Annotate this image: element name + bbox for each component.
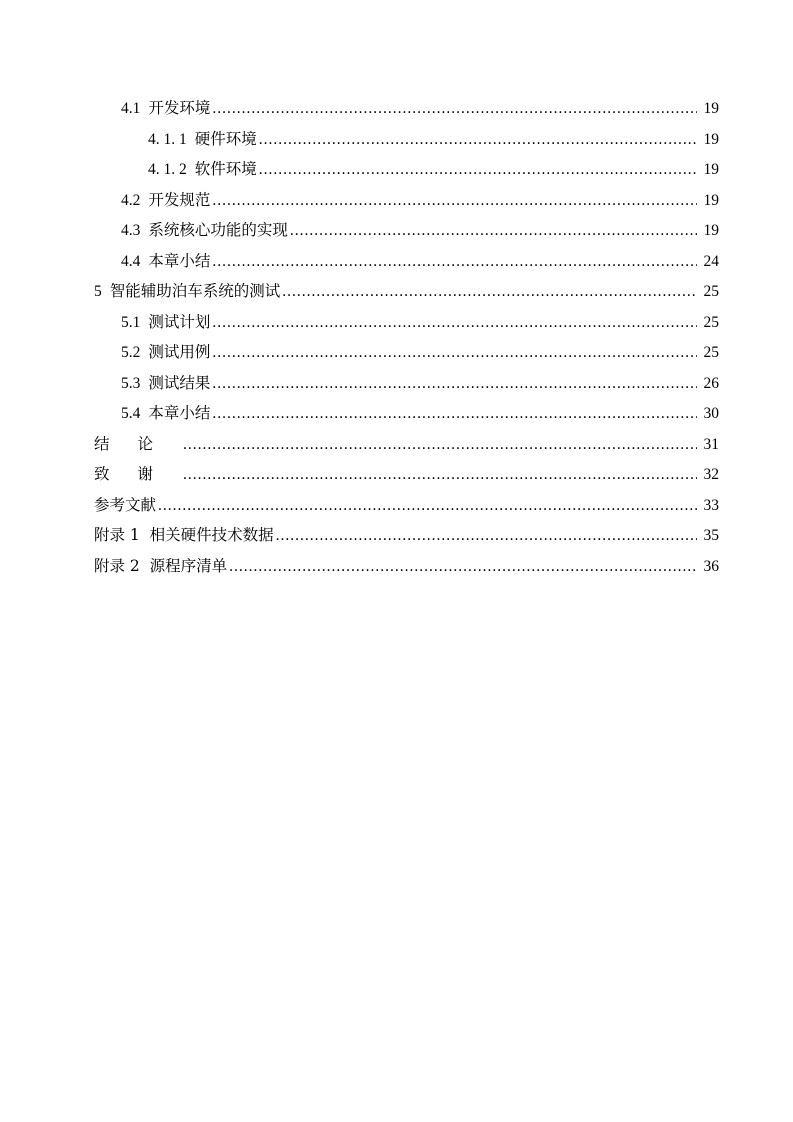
toc-leader-dots — [183, 430, 697, 461]
toc-page-number: 19 — [703, 100, 719, 117]
toc-page-number: 35 — [703, 527, 719, 544]
toc-page-number: 25 — [703, 313, 719, 331]
toc-entry-4-4[interactable] — [94, 246, 719, 277]
toc-page-number: 24 — [703, 252, 719, 270]
toc-entry-5-2[interactable] — [94, 337, 719, 368]
toc-leader-dots — [212, 186, 697, 217]
toc-leader-dots — [212, 94, 697, 125]
toc-leader-dots — [158, 491, 697, 522]
toc-leader-dots — [212, 247, 697, 278]
toc-entry-5-4[interactable] — [94, 398, 719, 429]
toc-title: 本章小结 — [148, 251, 211, 270]
toc-entry-5-3[interactable] — [94, 368, 719, 399]
table-of-contents — [94, 93, 719, 581]
toc-page-number: 30 — [703, 405, 719, 422]
toc-leader-dots — [183, 460, 697, 491]
toc-number: 4. 1. 2 — [148, 161, 187, 178]
toc-page-number: 26 — [703, 374, 719, 392]
toc-entry-4-1-1[interactable] — [94, 124, 719, 155]
toc-page-number: 19 — [703, 161, 719, 178]
toc-page-number: 19 — [703, 130, 719, 148]
toc-leader-dots — [212, 338, 697, 369]
toc-page-number: 33 — [703, 496, 719, 514]
toc-title: 系统核心功能的实现 — [148, 221, 288, 239]
toc-title: 硬件环境 — [194, 129, 257, 148]
toc-number: 5.3 — [121, 374, 141, 392]
toc-entry-appendix-2[interactable] — [94, 551, 719, 582]
toc-leader-dots — [229, 552, 697, 583]
toc-number: 5.2 — [121, 344, 141, 361]
toc-leader-dots — [259, 125, 697, 156]
toc-leader-dots — [282, 277, 697, 308]
toc-title: 测试结果 — [148, 373, 211, 392]
toc-number: 5.4 — [121, 405, 141, 422]
toc-title: 测试计划 — [148, 312, 211, 331]
toc-page-number: 31 — [703, 435, 719, 453]
toc-number: 4.4 — [121, 252, 141, 270]
toc-entry-chapter-5[interactable] — [94, 276, 719, 307]
toc-title: 致谢 — [94, 465, 182, 483]
toc-number: 5.1 — [121, 313, 141, 331]
toc-leader-dots — [212, 399, 697, 430]
toc-page-number: 36 — [703, 557, 719, 575]
toc-entry-4-1[interactable] — [94, 93, 719, 124]
toc-title: 智能辅助泊车系统的测试 — [109, 282, 281, 300]
toc-entry-4-1-2[interactable] — [94, 154, 719, 185]
toc-entry-conclusion[interactable] — [94, 429, 719, 460]
toc-leader-dots — [290, 216, 697, 247]
toc-leader-dots — [212, 369, 697, 400]
toc-entry-4-3[interactable] — [94, 215, 719, 246]
toc-entry-5-1[interactable] — [94, 307, 719, 338]
toc-number: 4.3 — [121, 222, 141, 239]
toc-number: 4.2 — [121, 191, 141, 209]
toc-number: 5 — [94, 283, 102, 300]
toc-entry-appendix-1[interactable] — [94, 520, 719, 551]
toc-title: 开发环境 — [148, 99, 211, 117]
toc-title: 软件环境 — [194, 160, 257, 178]
toc-number: 4.1 — [121, 100, 141, 117]
toc-title: 测试用例 — [148, 343, 211, 361]
toc-page-number: 25 — [703, 283, 719, 300]
toc-title: 附录 1 相关硬件技术数据 — [94, 526, 274, 544]
toc-entry-references[interactable] — [94, 490, 719, 521]
toc-title: 附录 2 源程序清单 — [94, 556, 228, 575]
toc-page-number: 19 — [703, 222, 719, 239]
toc-title: 参考文献 — [94, 495, 157, 514]
toc-title: 开发规范 — [148, 190, 211, 209]
toc-page-number: 19 — [703, 191, 719, 209]
toc-title: 本章小结 — [148, 404, 211, 422]
toc-title: 结论 — [94, 434, 182, 453]
toc-page-number: 32 — [703, 466, 719, 483]
toc-page-number: 25 — [703, 344, 719, 361]
toc-entry-acknowledgements[interactable] — [94, 459, 719, 490]
toc-number: 4. 1. 1 — [148, 130, 187, 148]
toc-leader-dots — [259, 155, 697, 186]
toc-leader-dots — [212, 308, 697, 339]
toc-leader-dots — [276, 521, 697, 552]
toc-entry-4-2[interactable] — [94, 185, 719, 216]
